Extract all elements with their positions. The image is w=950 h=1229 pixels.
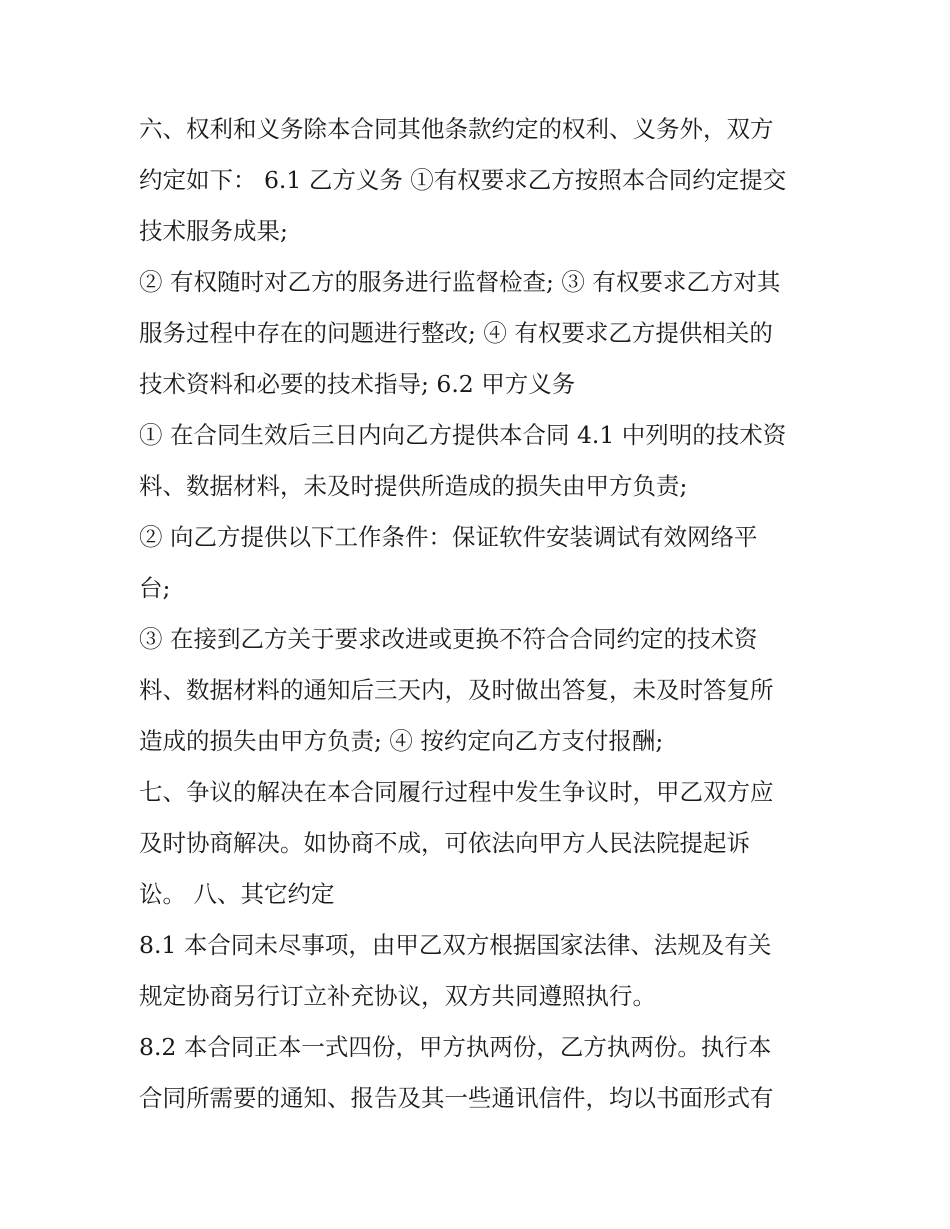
text-line: ③ 在接到乙方关于要求改进或更换不符合合同约定的技术资: [139, 625, 758, 653]
text-line: 造成的损失由甲方负责; ④ 按约定向乙方支付报酬;: [139, 727, 664, 755]
text-line: 料、数据材料的通知后三天内，及时做出答复，未及时答复所: [139, 676, 774, 704]
text-line: 技术服务成果;: [139, 217, 288, 245]
text-line: ② 有权随时对乙方的服务进行监督检查; ③ 有权要求乙方对其: [139, 268, 781, 296]
text-line: 规定协商另行订立补充协议，双方共同遵照执行。: [139, 982, 656, 1010]
document-body: [139, 104, 815, 1124]
text-line: 技术资料和必要的技术指导; 6.2 甲方义务: [139, 370, 576, 398]
text-line: 8.1 本合同未尽事项，由甲乙双方根据国家法律、法规及有关: [139, 931, 772, 959]
text-line: ① 在合同生效后三日内向乙方提供本合同 4.1 中列明的技术资: [139, 421, 787, 449]
text-line: 讼。 八、其它约定: [139, 880, 335, 908]
text-line: 台;: [139, 574, 171, 602]
text-line: 及时协商解决。如协商不成，可依法向甲方人民法院提起诉: [139, 829, 750, 857]
text-line: 六、权利和义务除本合同其他条款约定的权利、义务外，双方: [139, 115, 774, 143]
text-line: 七、争议的解决在本合同履行过程中发生争议时，甲乙双方应: [139, 778, 774, 806]
text-line: 服务过程中存在的问题进行整改; ④ 有权要求乙方提供相关的: [139, 319, 773, 347]
text-line: 约定如下： 6.1 乙方义务 ①有权要求乙方按照本合同约定提交: [139, 166, 787, 194]
text-line: 料、数据材料，未及时提供所造成的损失由甲方负责;: [139, 472, 688, 500]
text-line: 合同所需要的通知、报告及其一些通讯信件，均以书面形式有: [139, 1084, 774, 1112]
text-line: ② 向乙方提供以下工作条件：保证软件安装调试有效网络平: [139, 523, 758, 551]
text-line: 8.2 本合同正本一式四份，甲方执两份，乙方执两份。执行本: [139, 1033, 772, 1061]
